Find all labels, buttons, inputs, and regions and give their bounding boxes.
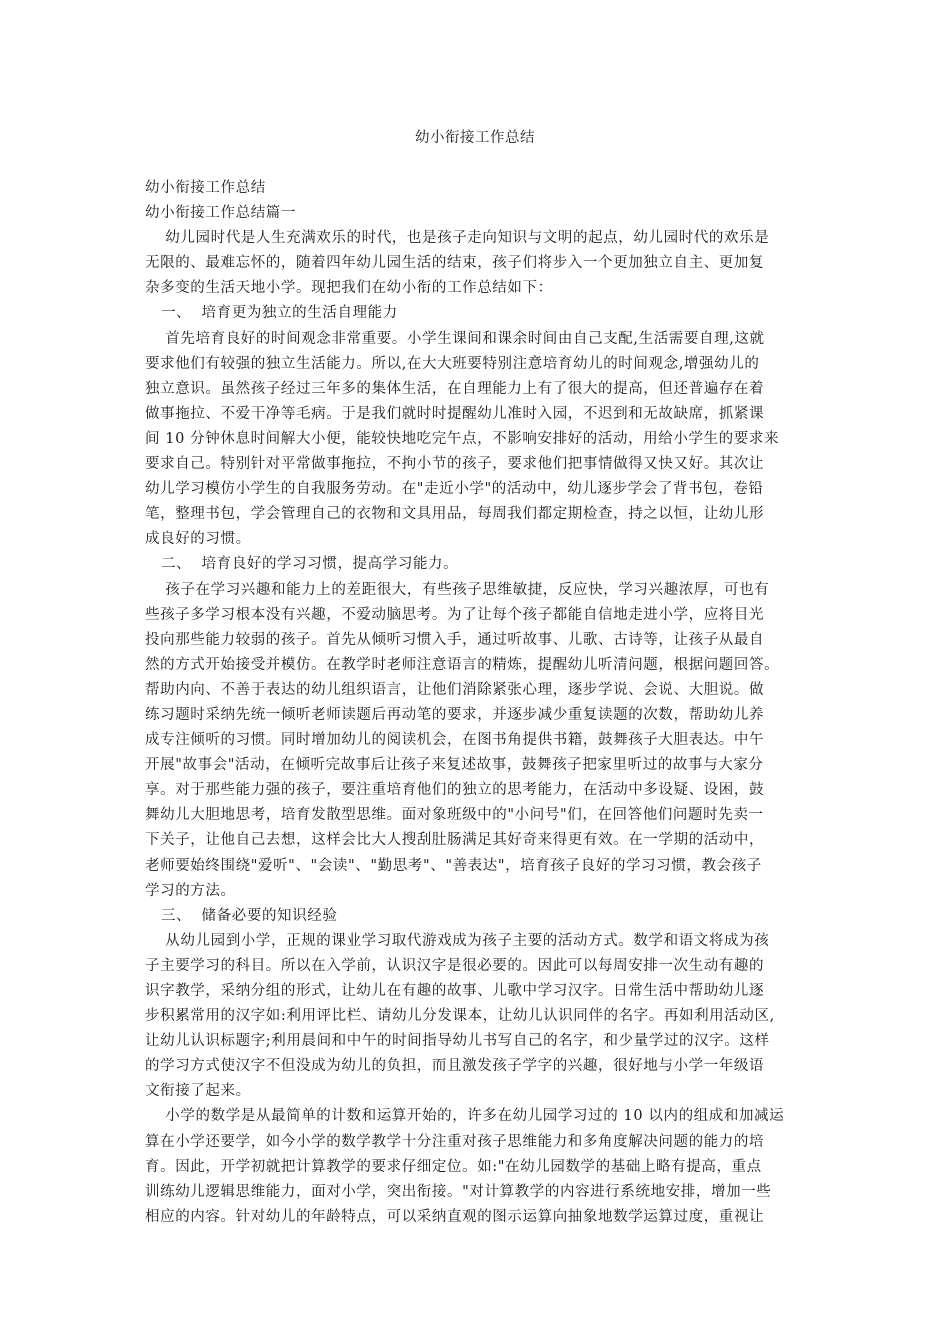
text-line: 小学的数学是从最简单的计数和运算开始的，许多在幼儿园学习过的 10 以内的组成和加减运 [165,1108,785,1125]
document-body [145,176,809,1230]
text-line: 训练幼儿逻辑思维能力，面对小学，突出衔接。"对计算教学的内容进行系统地安排，增加一些 [145,1183,772,1200]
text-line: 些孩子多学习根本没有兴趣，不爱动脑思考。为了让每个孩子都能自信地走进小学，应将目光 [145,606,765,623]
text-line: 学习的方法。 [145,882,236,899]
text-line: 成良好的习惯。 [145,531,251,548]
subheading: 幼小衔接工作总结篇一 [145,205,296,222]
text-line: 下关子，让他自己去想，这样会比大人搜刮肚肠满足其好奇来得更有效。在一学期的活动中， [145,832,765,849]
text-line: 的学习方式使汉字不但没成为幼儿的负担，而且激发孩子学字的兴趣，很好地与小学一年级语 [145,1058,765,1075]
text-line: 投向那些能力较弱的孩子。首先从倾听习惯入手，通过听故事、儿歌、古诗等，让孩子从最自 [145,631,765,648]
text-line: 要求他们有较强的独立生活能力。所以,在大大班要特别注意培育幼儿的时间观念,增强幼儿的 [145,355,760,372]
section-heading-1: 一、 培育更为独立的生活自理能力 [160,305,398,322]
text-line: 练习题时采纳先统一倾听老师读题后再动笔的要求，并逐步减少重复读题的次数，帮助幼儿养 [145,706,765,723]
text-line: 舞幼儿大胆地思考，培育发散型思维。面对象班级中的"小问号"们，在回答他们问题时先卖一 [145,807,764,824]
text-line: 文衔接了起来。 [145,1083,251,1100]
text-line: 然的方式开始接受并模仿。在教学时老师注意语言的精炼，提醒幼儿听清问题，根据问题回答。 [145,656,780,673]
section-heading-3: 三、 储备必要的知识经验 [160,907,338,924]
text-line: 老师要始终围绕"爱听"、"会读"、"勤思考"、"善表达"，培育孩子良好的学习习惯，教会孩子 [145,857,762,874]
section-heading-2: 二、 培育良好的学习习惯，提高学习能力。 [160,556,459,573]
page-title: 幼小衔接工作总结 [415,130,535,146]
text-line: 算在小学还要学，如今小学的数学教学十分注重对孩子思维能力和多角度解决问题的能力的培 [145,1133,765,1150]
text-line: 识字教学，采纳分组的形式，让幼儿在有趣的故事、儿歌中学习汉字。日常生活中帮助幼儿逐 [145,983,765,999]
heading: 幼小衔接工作总结 [145,180,266,196]
text-line: 间 10 分钟休息时间解大小便，能较快地吃完午点，不影响安排好的活动，用给小学生的要求来 [145,430,780,447]
text-line: 做事拖拉、不爱干净等毛病。于是我们就时时提醒幼儿准时入园，不迟到和无故缺席，抓紧课 [145,405,765,422]
text-line: 从幼儿园到小学，正规的课业学习取代游戏成为孩子主要的活动方式。数学和语文将成为孩 [165,932,770,949]
text-line: 杂多变的生活天地小学。现把我们在幼小衔的工作总结如下： [145,280,553,297]
text-line: 笔，整理书包，学会管理自己的衣物和文具用品，每周我们都定期检查，持之以恒，让幼儿形 [145,506,765,523]
text-line: 帮助内向、不善于表达的幼儿组织语言，让他们消除紧张心理，逐步学说、会说、大胆说。做 [145,681,765,698]
text-line: 孩子在学习兴趣和能力上的差距很大，有些孩子思维敏捷，反应快，学习兴趣浓厚，可也有 [165,581,770,598]
text-line: 相应的内容。针对幼儿的年龄特点，可以采纳直观的图示运算向抽象地数学运算过度，重视让 [145,1208,765,1225]
text-line: 成专注倾听的习惯。同时增加幼儿的阅读机会，在图书角提供书籍，鼓舞孩子大胆表达。中午 [145,732,765,749]
text-line: 无限的、最难忘怀的，随着四年幼儿园生活的结束，孩子们将步入一个更加独立自主、更加复 [145,255,765,272]
text-line: 子主要学习的科目。所以在入学前，认识汉字是很必要的。因此可以每周安排一次生动有趣的 [145,957,765,974]
text-line: 享。对于那些能力强的孩子，要注重培育他们的独立的思考能力，在活动中多设疑、设困，鼓 [145,782,765,799]
text-line: 首先培育良好的时间观念非常重要。小学生课间和课余时间由自己支配,生活需要自理,这就 [165,330,765,347]
text-line: 独立意识。虽然孩子经过三年多的集体生活，在自理能力上有了很大的提高，但还普遍存在着 [145,380,765,397]
text-line: 育。因此，开学初就把计算教学的要求仔细定位。如:"在幼儿园数学的基础上略有提高，重点 [145,1158,762,1175]
text-line: 幼儿园时代是人生充满欢乐的时代，也是孩子走向知识与文明的起点，幼儿园时代的欢乐是 [165,230,770,247]
text-line: 让幼儿认识标题字;利用晨间和中午的时间指导幼儿书写自己的名字，和少量学过的汉字。这样 [145,1033,770,1050]
text-line: 步积累常用的汉字如:利用评比栏、请幼儿分发课本，让幼儿认识同伴的名字。再如利用活动区, [145,1008,775,1025]
text-line: 幼儿学习模仿小学生的自我服务劳动。在"走近小学"的活动中，幼儿逐步学会了背书包，卷铅 [145,481,764,498]
text-line: 要求自己。特别针对平常做事拖拉，不拘小节的孩子，要求他们把事情做得又快又好。其次让 [145,456,765,473]
text-line: 开展"故事会"活动，在倾听完故事后让孩子来复述故事，鼓舞孩子把家里听过的故事与大家分 [145,757,764,774]
